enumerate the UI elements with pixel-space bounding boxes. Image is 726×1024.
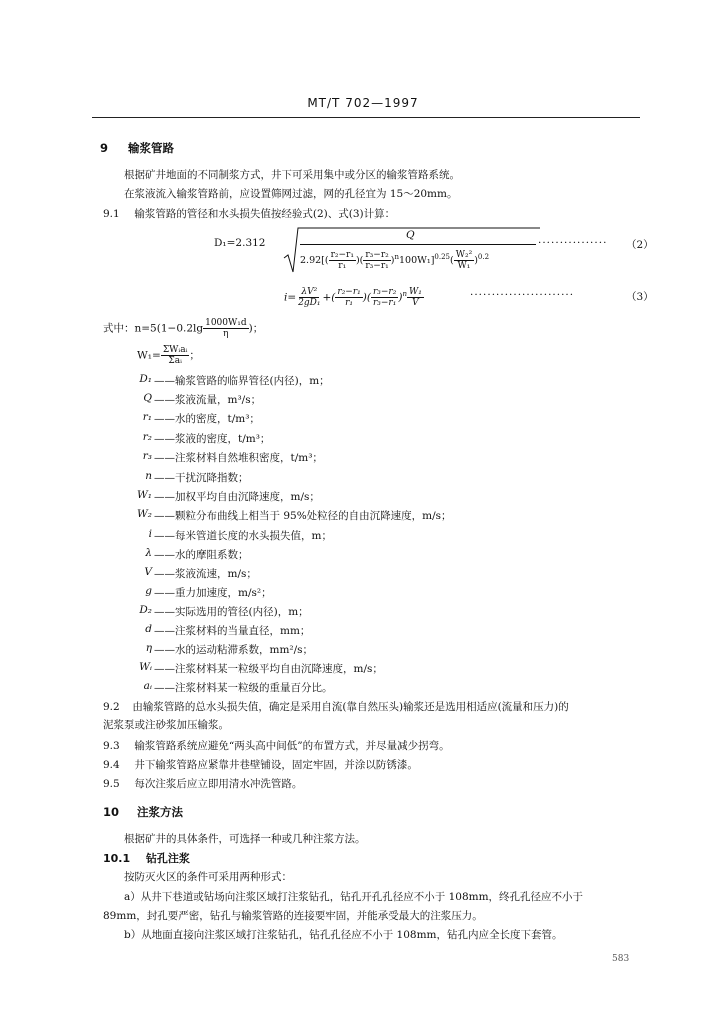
formula-2-lhs: D₁=2.312 xyxy=(214,237,266,249)
formula-2-frac-1-den: r₁ xyxy=(338,261,347,271)
clause-9-3-number: 9.3 xyxy=(103,740,120,752)
def-sym-14: η xyxy=(145,642,152,654)
formula-3-frac-2 xyxy=(335,287,362,308)
formula-2-frac-3 xyxy=(454,250,474,271)
def-text-12: ——实际选用的管径(内径)，m； xyxy=(154,606,309,618)
formula-2-tag: （2） xyxy=(626,239,654,251)
def-sym-6: W₁ xyxy=(136,489,152,501)
section-9-para-1: 根据矿井地面的不同制浆方式，井下可采用集中或分区的输浆管路系统。 xyxy=(124,169,460,181)
def-sym-2: r₁ xyxy=(142,411,152,423)
def-text-0: ——输浆管路的临界管径(内径)，m； xyxy=(154,375,330,387)
clause-10-1-heading xyxy=(103,850,190,866)
def-sym-9: λ xyxy=(145,547,152,559)
formula-2-coef: 2.92 xyxy=(300,255,322,266)
def-sym-15: Wᵢ xyxy=(139,661,152,673)
n-def-frac xyxy=(203,318,249,339)
formula-3-frac-1 xyxy=(296,287,322,308)
formula-2-frac-2-den: r₃−r₁ xyxy=(365,261,389,271)
clause-9-2-number: 9.2 xyxy=(103,701,120,713)
formula-3-frac-3-den: r₃−r₁ xyxy=(372,298,397,308)
where-n-definition xyxy=(103,318,263,339)
def-sym-1: Q xyxy=(143,392,152,404)
def-sym-10: V xyxy=(144,566,152,578)
def-sym-12: D₂ xyxy=(139,604,152,616)
def-text-1: ——浆液流量，m³/s； xyxy=(154,394,262,406)
def-text-10: ——浆液流速，m/s； xyxy=(154,568,257,580)
def-sym-4: r₃ xyxy=(142,450,152,462)
formula-2-frac-3-num: W₂² xyxy=(455,250,473,260)
formula-3-frac-2-den: r₁ xyxy=(345,298,354,308)
clause-10-1-number: 10.1 xyxy=(103,852,131,865)
def-text-16: ——注浆材料某一粒级的重量百分比。 xyxy=(154,682,333,694)
clause-9-4 xyxy=(103,757,418,772)
section-10-number: 10 xyxy=(103,805,120,819)
formula-2-exp-n: n xyxy=(394,252,399,261)
formula-2-frac-1 xyxy=(329,250,356,271)
section-9-heading xyxy=(100,140,174,156)
section-10-para-1: 根据矿井的具体条件，可选择一种或几种注浆方法。 xyxy=(124,833,366,845)
def-text-8: ——每米管道长度的水头损失值，m； xyxy=(154,530,332,542)
formula-2-fraction-bar xyxy=(300,244,536,245)
formula-2-mid: 100W₁ xyxy=(398,255,431,266)
def-text-2: ——水的密度，t/m³； xyxy=(154,413,260,425)
n-def-frac-den: η xyxy=(223,329,229,339)
clause-9-5-number: 9.5 xyxy=(103,778,120,790)
formula-3-frac-1-num: λV² xyxy=(301,287,318,297)
formula-2-exp-2: 0.2 xyxy=(477,252,490,261)
formula-3-lhs-text: i= xyxy=(284,291,297,304)
n-def-frac-num: 1000W₁d xyxy=(205,318,247,328)
def-text-4: ——注浆材料自然堆积密度，t/m³； xyxy=(154,452,323,464)
def-sym-11: g xyxy=(145,585,152,597)
def-text-11: ——重力加速度，m/s²； xyxy=(154,587,272,599)
def-text-7: ——颗粒分布曲线上相当于 95%处粒径的自由沉降速度，m/s； xyxy=(154,510,452,522)
def-sym-7: W₂ xyxy=(136,508,152,520)
section-9-para-2: 在浆液流入输浆管路前，应设置筛网过滤，网的孔径宜为 15～20mm。 xyxy=(124,188,458,200)
section-9-number: 9 xyxy=(100,141,109,155)
formula-3-frac-4-den: V xyxy=(412,298,419,308)
item-a-line-1: a）从井下巷道或钻场向注浆区域打注浆钻孔，钻孔开孔孔径应不小于 108mm，终孔孔径应不小于 xyxy=(124,891,584,903)
clause-9-4-text: 井下输浆管路应紧靠井巷壁铺设，固定牢固，并涂以防锈漆。 xyxy=(134,759,418,771)
formula-2-frac-2-num: r₃−r₂ xyxy=(365,250,389,260)
formula-3-plus: + xyxy=(322,291,332,304)
clause-10-1-title: 钻孔注浆 xyxy=(145,852,190,865)
clause-9-1-number: 9.1 xyxy=(103,208,120,220)
formula-3-frac-3-num: r₃−r₂ xyxy=(372,287,397,297)
w1-definition xyxy=(137,345,200,366)
def-text-15: ——注浆材料某一粒级平均自由沉降速度，m/s； xyxy=(154,663,383,675)
def-text-14: ——水的运动粘滞系数，mm²/s； xyxy=(154,644,314,656)
clause-10-1-para: 按防灭火区的条件可采用两种形式： xyxy=(124,871,292,883)
formula-3-frac-2-num: r₂−r₁ xyxy=(337,287,361,297)
section-10-title: 注浆方法 xyxy=(137,805,184,819)
n-def-a: n=5(1−0.2lg xyxy=(134,322,204,335)
def-sym-0: D₁ xyxy=(139,373,152,385)
w1-def-frac-den: Σaᵢ xyxy=(168,356,182,366)
clause-9-1 xyxy=(103,206,395,221)
formula-2-numerator: Q xyxy=(406,229,415,241)
section-9-title: 输浆管路 xyxy=(128,141,175,155)
def-text-13: ——注浆材料的当量直径，mm； xyxy=(154,625,311,637)
formula-3-frac-4-num: W₁ xyxy=(408,287,422,297)
def-sym-8: i xyxy=(148,528,152,540)
formula-3-tag: （3） xyxy=(626,291,654,303)
page-header: MT/T 702—1997 xyxy=(307,96,419,110)
w1-def-b: ； xyxy=(189,349,200,362)
page-number: 583 xyxy=(612,954,630,964)
def-sym-13: d xyxy=(145,623,152,635)
def-sym-3: r₂ xyxy=(142,431,152,443)
item-b-line: b）从地面直接向注浆区域打注浆钻孔，钻孔孔径应不小于 108mm，钻孔内应全长度下套管。 xyxy=(124,929,563,941)
formula-2-frac-1-num: r₂−r₁ xyxy=(330,250,354,260)
item-a-line-2: 89mm，封孔要严密，钻孔与输浆管路的连接要牢固，并能承受最大的注浆压力。 xyxy=(103,910,483,922)
def-text-6: ——加权平均自由沉降速度，m/s； xyxy=(154,491,320,503)
clause-9-3-text: 输浆管路系统应避免“两头高中间低”的布置方式，并尽量减少拐弯。 xyxy=(134,740,450,752)
section-10-heading xyxy=(103,804,183,820)
header-rule xyxy=(92,117,640,118)
clause-9-2 xyxy=(103,699,569,714)
w1-def-frac-num: ΣWᵢaᵢ xyxy=(162,345,188,355)
def-text-5: ——干扰沉降指数； xyxy=(154,472,249,484)
formula-2-denominator: 2.92[( $\frac{\text{r₂−r₁}}{\text{r₁}}$ )( $\frac{\text{r₃−r₂}}{\text{r₃−r₁}}$ )$^n$100W₁]$^{0.25}$( $\frac{\text{W₂²}}{\text{W₁}}$ )$^{0.2}$ xyxy=(300,250,490,271)
def-text-9: ——水的摩阻系数； xyxy=(154,549,249,561)
def-sym-16: aᵢ xyxy=(143,680,152,692)
w1-def-a: W₁= xyxy=(137,349,161,362)
clause-9-4-number: 9.4 xyxy=(103,759,120,771)
formula-3-leader: ························ xyxy=(470,289,575,301)
clause-9-3 xyxy=(103,738,450,753)
where-lead: 式中： xyxy=(103,322,135,335)
clause-9-5-text: 每次注浆后应立即用清水冲洗管路。 xyxy=(134,778,303,790)
formula-2-frac-3-den: W₁ xyxy=(457,261,471,271)
formula-3-lhs: i= $\frac{\text{λV²}}{\text{2gD₁}}$ +( $\frac{\text{r₂−r₁}}{\text{r₁}}$ )( $\frac{\text{r₃−r₂}}{\text{r₃−r₁}}$ )$^n$ $\frac{\text{W₁}}{V}$ xyxy=(284,287,422,308)
clause-9-2-text-a: 由输浆管路的总水头损失值，确定是采用自流(靠自然压头)输浆还是选用相适应(流量和压力)的 xyxy=(132,701,569,713)
w1-def-frac xyxy=(161,345,190,366)
formula-3-frac-3 xyxy=(371,287,398,308)
formula-3-frac-1-den: 2gD₁ xyxy=(298,298,321,308)
clause-9-5 xyxy=(103,776,302,791)
formula-2-frac-2 xyxy=(363,250,390,271)
formula-2-exp-1: 0.25 xyxy=(434,252,451,261)
def-sym-5: n xyxy=(145,470,152,482)
n-def-b: )； xyxy=(248,322,264,335)
formula-2-leader: ················ xyxy=(538,237,608,249)
formula-3-exp-n: n xyxy=(402,290,407,298)
formula-3-frac-4 xyxy=(407,287,424,308)
clause-9-1-text: 输浆管路的管径和水头损失值按经验式(2)、式(3)计算： xyxy=(134,208,396,220)
def-text-3: ——浆液的密度，t/m³； xyxy=(154,433,271,445)
clause-9-2-cont: 泥浆泵或注砂浆加压输浆。 xyxy=(103,719,229,731)
